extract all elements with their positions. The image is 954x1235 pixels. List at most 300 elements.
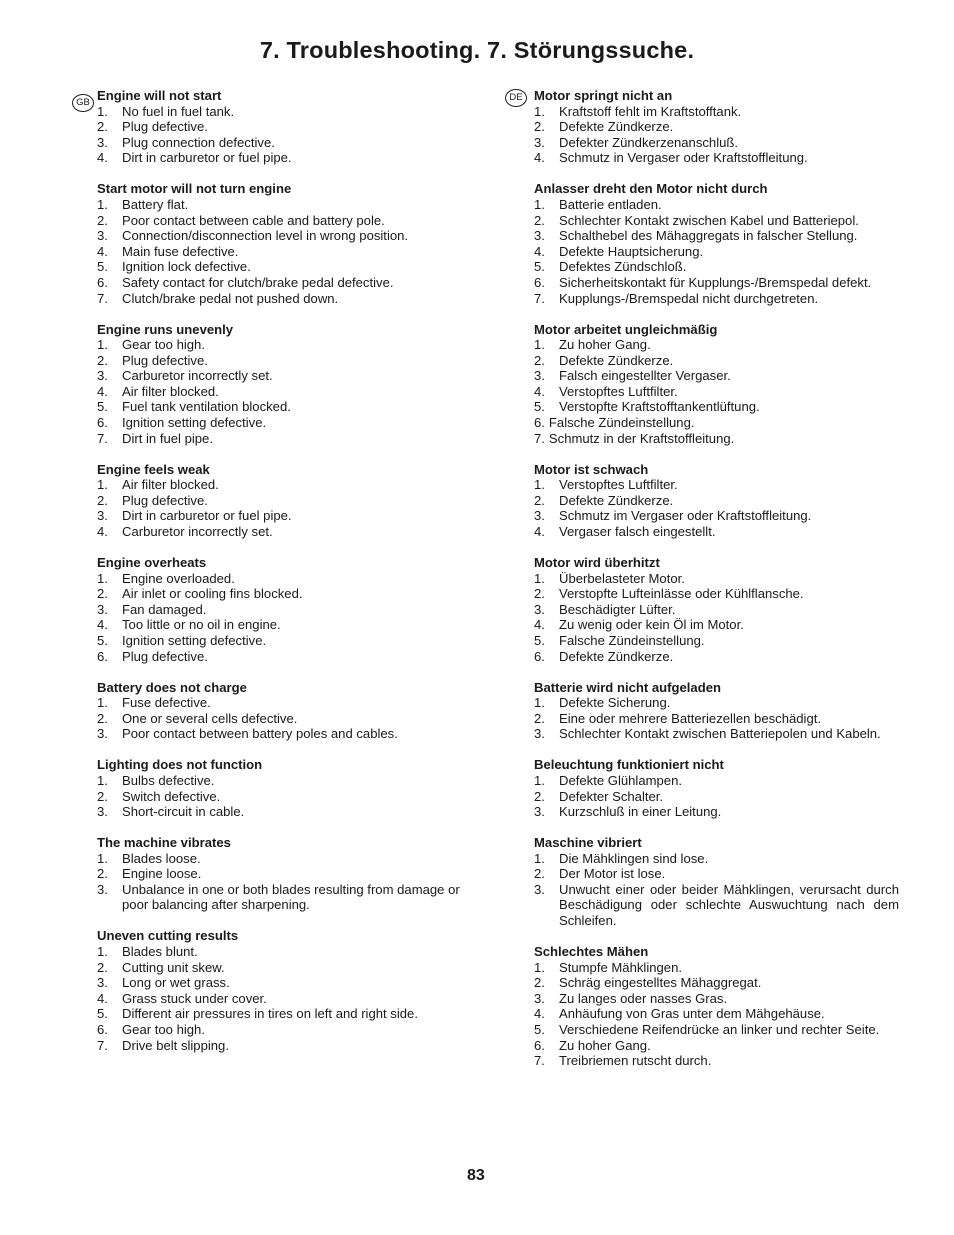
cause-text: Ignition setting defective. <box>122 632 267 648</box>
cause-number: 3. <box>97 726 108 742</box>
cause-list-item <box>97 960 477 976</box>
cause-text: Grass stuck under cover. <box>122 990 267 1006</box>
cause-number: 1. <box>97 944 108 960</box>
cause-list-item <box>534 1022 899 1038</box>
cause-number: 3. <box>534 881 545 897</box>
problem-heading: Engine runs unevenly <box>97 321 234 337</box>
cause-list-item <box>97 508 477 524</box>
cause-number: 6. <box>97 648 108 664</box>
cause-list-item <box>97 399 477 415</box>
cause-text: Defekte Sicherung. <box>559 695 671 711</box>
cause-list-item <box>97 804 477 820</box>
cause-list-item <box>97 773 477 789</box>
cause-list-item <box>534 804 899 820</box>
cause-list-item <box>534 104 899 120</box>
cause-number: 3. <box>97 508 108 524</box>
cause-list-item <box>97 882 477 913</box>
cause-number: 4. <box>534 150 545 166</box>
cause-list-item <box>534 789 899 805</box>
cause-text: Engine loose. <box>122 866 202 882</box>
cause-list-item <box>97 228 477 244</box>
cause-list-item <box>97 493 477 509</box>
cause-number: 2. <box>97 492 108 508</box>
cause-number: 7. <box>534 1053 545 1069</box>
cause-number: 1. <box>97 337 108 353</box>
cause-text: Überbelasteter Motor. <box>559 570 685 586</box>
cause-list-item <box>97 119 477 135</box>
cause-number: 2. <box>97 959 108 975</box>
cause-text: No fuel in fuel tank. <box>122 103 235 119</box>
cause-list-item <box>534 571 899 587</box>
cause-number: 1. <box>97 570 108 586</box>
cause-number: 2. <box>97 212 108 228</box>
cause-list-item <box>534 773 899 789</box>
cause-list-item <box>534 384 899 400</box>
cause-text: Dirt in carburetor or fuel pipe. <box>122 150 292 166</box>
cause-number: 2. <box>97 866 108 882</box>
cause-number: 1. <box>534 103 545 119</box>
cause-number: 2. <box>534 586 545 602</box>
cause-number: 3. <box>97 881 108 897</box>
cause-text: Vergaser falsch eingestellt. <box>559 524 716 540</box>
cause-number: 2. <box>534 710 545 726</box>
cause-text: Poor contact between cable and battery pole. <box>122 212 385 228</box>
cause-text: Die Mähklingen sind lose. <box>559 850 709 866</box>
cause-list-item <box>97 337 477 353</box>
problem-section <box>97 835 477 913</box>
cause-list-item <box>97 259 477 275</box>
cause-text: Batterie entladen. <box>559 196 662 212</box>
cause-text: Long or wet grass. <box>122 975 230 991</box>
cause-text: Dirt in fuel pipe. <box>122 430 213 446</box>
cause-list-item <box>97 851 477 867</box>
cause-list-item <box>97 197 477 213</box>
cause-text: Gear too high. <box>122 337 205 353</box>
problem-section <box>97 322 477 447</box>
cause-number: 6. <box>534 274 545 290</box>
cause-number: 5. <box>97 259 108 275</box>
cause-list-item <box>97 975 477 991</box>
cause-text: Carburetor incorrectly set. <box>122 368 273 384</box>
problem-heading: Batterie wird nicht aufgeladen <box>534 679 721 695</box>
cause-list-item <box>97 586 477 602</box>
cause-list-item <box>534 866 899 882</box>
cause-number: 1. <box>97 695 108 711</box>
cause-number: 1. <box>534 850 545 866</box>
cause-list-item <box>97 415 477 431</box>
cause-list-item <box>97 633 477 649</box>
cause-number: 2. <box>534 788 545 804</box>
cause-text: Beschädigter Lüfter. <box>559 601 676 617</box>
cause-list-item <box>534 135 899 151</box>
cause-text: Zu hoher Gang. <box>559 337 651 353</box>
cause-list-item <box>97 135 477 151</box>
cause-number: 1. <box>534 477 545 493</box>
cause-number: 2. <box>534 212 545 228</box>
cause-list-item <box>97 602 477 618</box>
cause-list-item <box>534 228 899 244</box>
cause-list-item <box>534 524 899 540</box>
cause-list-item <box>534 602 899 618</box>
cause-text: Eine oder mehrere Batteriezellen beschädigt. <box>559 710 822 726</box>
cause-text: Switch defective. <box>122 788 221 804</box>
cause-list-item <box>534 119 899 135</box>
cause-text: Poor contact between battery poles and cables. <box>122 726 398 742</box>
cause-number: 7. <box>97 1037 108 1053</box>
cause-text: Short-circuit in cable. <box>122 804 245 820</box>
cause-number: 5. <box>534 632 545 648</box>
cause-number: 3. <box>97 601 108 617</box>
cause-text: Anhäufung von Gras unter dem Mähgehäuse. <box>559 1006 825 1022</box>
cause-text: Bulbs defective. <box>122 772 215 788</box>
cause-list-item <box>97 150 477 166</box>
problem-section <box>97 181 477 306</box>
cause-text: Falsch eingestellter Vergaser. <box>559 368 731 384</box>
cause-text: Falsche Zündeinstellung. <box>559 632 705 648</box>
cause-text: Main fuse defective. <box>122 243 239 259</box>
cause-list-item <box>97 477 477 493</box>
problem-section <box>97 680 477 742</box>
problem-section <box>534 181 899 306</box>
cause-text: Plug connection defective. <box>122 134 275 150</box>
cause-number: 1. <box>534 570 545 586</box>
cause-list-item <box>534 1006 899 1022</box>
cause-number: 5. <box>97 399 108 415</box>
cause-number: 3. <box>534 804 545 820</box>
cause-number: 4. <box>97 524 108 540</box>
cause-list-item <box>534 415 899 431</box>
problem-section <box>534 835 899 929</box>
cause-number: 1. <box>97 850 108 866</box>
problem-section <box>97 462 477 540</box>
cause-list-item <box>534 633 899 649</box>
cause-text: Defekter Zündkerzenanschluß. <box>559 134 739 150</box>
cause-text: Kupplungs-/Bremspedal nicht durchgetreten. <box>559 290 819 306</box>
cause-text: Defekter Schalter. <box>559 788 664 804</box>
cause-number: 2. <box>534 492 545 508</box>
cause-number: 7. <box>97 290 108 306</box>
cause-number: 1. <box>534 196 545 212</box>
cause-text: Kurzschluß in einer Leitung. <box>559 804 722 820</box>
cause-text: Plug defective. <box>122 119 208 135</box>
cause-text: Plug defective. <box>122 492 208 508</box>
cause-text: Carburetor incorrectly set. <box>122 524 273 540</box>
cause-text: Defekte Zündkerze. <box>559 119 674 135</box>
cause-text: Schlechter Kontakt zwischen Batteriepolen und Kabeln. <box>559 726 881 742</box>
cause-text: Defekte Zündkerze. <box>559 352 674 368</box>
cause-list-item <box>534 493 899 509</box>
cause-list-item <box>534 213 899 229</box>
cause-text: Ignition lock defective. <box>122 259 251 275</box>
cause-text: Ignition setting defective. <box>122 415 267 431</box>
cause-list-item <box>534 197 899 213</box>
cause-text: Schmutz in der Kraftstoffleitung. <box>548 430 735 446</box>
cause-number: 4. <box>534 243 545 259</box>
page-title: 7. Troubleshooting. 7. Störungssuche. <box>259 37 695 63</box>
cause-list-item <box>534 353 899 369</box>
cause-text: Fan damaged. <box>122 601 207 617</box>
cause-number: 7. <box>534 290 545 306</box>
problem-heading: Uneven cutting results <box>97 928 239 944</box>
cause-text: Schalthebel des Mähaggregats in falscher Stellung. <box>559 228 858 244</box>
cause-number: 1. <box>534 337 545 353</box>
problem-section <box>534 322 899 447</box>
cause-number: 4. <box>97 383 108 399</box>
cause-list-item <box>97 1006 477 1022</box>
cause-number: 4. <box>97 150 108 166</box>
problem-section <box>97 88 477 166</box>
cause-text: Schmutz im Vergaser oder Kraftstoffleitung. <box>559 508 812 524</box>
cause-list-item <box>534 508 899 524</box>
cause-number: 1. <box>534 695 545 711</box>
cause-number: 1. <box>534 959 545 975</box>
cause-number: 2. <box>97 710 108 726</box>
cause-list-item <box>97 524 477 540</box>
cause-text: Defekte Zündkerze. <box>559 648 674 664</box>
cause-number: 3. <box>97 975 108 991</box>
cause-number: 2. <box>97 119 108 135</box>
cause-list-item <box>97 431 477 447</box>
cause-number: 7. <box>534 430 545 446</box>
cause-text: Verstopfte Kraftstofftankentlüftung. <box>559 399 760 415</box>
cause-list-item <box>97 104 477 120</box>
problem-heading: Schlechtes Mähen <box>534 944 649 960</box>
cause-text: Verstopftes Luftfilter. <box>559 477 678 493</box>
cause-number: 1. <box>534 772 545 788</box>
cause-text: Connection/disconnection level in wrong position. <box>122 228 409 244</box>
cause-list-item <box>534 399 899 415</box>
cause-list-item <box>534 991 899 1007</box>
cause-text: Kraftstoff fehlt im Kraftstofftank. <box>559 103 742 119</box>
cause-text: Defektes Zündschloß. <box>559 259 687 275</box>
cause-text: Blades blunt. <box>122 944 198 960</box>
cause-list-item <box>97 711 477 727</box>
cause-text: Safety contact for clutch/brake pedal defective. <box>122 274 394 290</box>
cause-number: 1. <box>97 477 108 493</box>
cause-list-item <box>97 1038 477 1054</box>
cause-number: 6. <box>534 648 545 664</box>
cause-text: Schlechter Kontakt zwischen Kabel und Batteriepol. <box>559 212 859 228</box>
problem-heading: Anlasser dreht den Motor nicht durch <box>534 181 768 197</box>
cause-text: Verstopfte Lufteinlässe oder Kühlflansche. <box>559 586 804 602</box>
cause-text: Engine overloaded. <box>122 570 235 586</box>
cause-list-item <box>97 213 477 229</box>
cause-number: 7. <box>97 430 108 446</box>
cause-text: Defekte Zündkerze. <box>559 492 674 508</box>
cause-text: Verstopftes Luftfilter. <box>559 383 678 399</box>
cause-list-item <box>97 1022 477 1038</box>
cause-list-item <box>97 291 477 307</box>
cause-number: 4. <box>534 524 545 540</box>
cause-text: Defekte Glühlampen. <box>559 772 683 788</box>
language-badge-de: DE <box>505 89 527 107</box>
cause-text: Plug defective. <box>122 352 208 368</box>
cause-list-item <box>534 477 899 493</box>
language-badge-gb: GB <box>72 94 94 112</box>
problem-heading: Motor wird überhitzt <box>534 555 660 570</box>
cause-list-item <box>97 789 477 805</box>
problem-heading: Motor arbeitet ungleichmäßig <box>534 321 718 337</box>
cause-number: 3. <box>97 134 108 150</box>
cause-text: Zu langes oder nasses Gras. <box>559 990 728 1006</box>
cause-number: 6. <box>97 415 108 431</box>
problem-heading: Motor ist schwach <box>534 461 649 477</box>
cause-list-item <box>97 649 477 665</box>
cause-list-item <box>534 431 899 447</box>
problem-section <box>534 88 899 166</box>
cause-list-item <box>97 944 477 960</box>
cause-number: 5. <box>97 1006 108 1022</box>
cause-number: 3. <box>534 601 545 617</box>
cause-number: 2. <box>534 975 545 991</box>
cause-list-item <box>97 617 477 633</box>
problem-section <box>97 757 477 819</box>
cause-number: 5. <box>97 632 108 648</box>
cause-number: 1. <box>97 196 108 212</box>
cause-number: 2. <box>97 586 108 602</box>
problem-heading: Battery does not charge <box>97 679 247 695</box>
cause-text: Treibriemen rutscht durch. <box>559 1053 712 1069</box>
cause-number: 6. <box>534 1037 545 1053</box>
cause-number: 2. <box>97 788 108 804</box>
cause-text: Air inlet or cooling fins blocked. <box>122 586 303 602</box>
cause-text: Blades loose. <box>122 850 201 866</box>
cause-number: 3. <box>534 228 545 244</box>
cause-number: 1. <box>97 772 108 788</box>
cause-list-item <box>97 353 477 369</box>
cause-number: 1. <box>97 103 108 119</box>
cause-list-item <box>534 617 899 633</box>
cause-list-item <box>97 244 477 260</box>
cause-text: Different air pressures in tires on left and right side. <box>122 1006 418 1022</box>
cause-text: Battery flat. <box>122 196 189 212</box>
cause-list-item <box>534 711 899 727</box>
cause-list-item <box>534 368 899 384</box>
cause-list-item <box>97 726 477 742</box>
problem-heading: Engine overheats <box>97 555 207 570</box>
cause-text: Dirt in carburetor or fuel pipe. <box>122 508 292 524</box>
cause-number: 6. <box>97 274 108 290</box>
problem-section <box>534 462 899 540</box>
cause-number: 2. <box>534 119 545 135</box>
cause-number: 3. <box>534 990 545 1006</box>
cause-list-item <box>97 384 477 400</box>
cause-number: 4. <box>534 1006 545 1022</box>
cause-number: 2. <box>534 866 545 882</box>
cause-list-item <box>534 726 899 742</box>
problem-heading: Beleuchtung funktioniert nicht <box>534 757 724 773</box>
cause-text: Clutch/brake pedal not pushed down. <box>122 290 339 306</box>
cause-list-item <box>534 851 899 867</box>
problem-section <box>97 555 477 664</box>
cause-list-item <box>534 244 899 260</box>
cause-text: Too little or no oil in engine. <box>122 617 281 633</box>
cause-number: 5. <box>534 259 545 275</box>
problem-section <box>534 555 899 664</box>
cause-list-item <box>534 586 899 602</box>
cause-number: 3. <box>534 726 545 742</box>
problem-section <box>534 757 899 819</box>
cause-text: Sicherheitskontakt für Kupplungs-/Bremspedal defekt. <box>559 274 872 290</box>
cause-list-item <box>534 150 899 166</box>
problem-heading: The machine vibrates <box>97 835 231 851</box>
problem-section <box>97 928 477 1053</box>
cause-text: Gear too high. <box>122 1022 205 1037</box>
cause-number: 3. <box>97 804 108 820</box>
problem-heading: Lighting does not function <box>97 757 263 773</box>
cause-number: 2. <box>534 352 545 368</box>
cause-number: 3. <box>534 508 545 524</box>
cause-number: 4. <box>534 617 545 633</box>
problem-section <box>534 944 899 1069</box>
cause-text: Schräg eingestelltes Mähaggregat. <box>559 975 762 991</box>
troubleshooting-column-english <box>97 88 477 1069</box>
cause-list-item <box>534 259 899 275</box>
cause-text: Defekte Hauptsicherung. <box>559 243 704 259</box>
cause-text: Zu hoher Gang. <box>559 1037 651 1053</box>
problem-heading: Start motor will not turn engine <box>97 181 292 197</box>
cause-text: Stumpfe Mähklingen. <box>559 959 683 975</box>
cause-number: 4. <box>534 383 545 399</box>
cause-text: Air filter blocked. <box>122 477 219 493</box>
cause-number: 3. <box>97 228 108 244</box>
cause-text: Unwucht einer oder beider Mähklingen, verursacht durch Beschädigung oder schlechte Auswuchtung nach dem Schleifen. <box>559 881 899 929</box>
troubleshooting-column-german <box>534 88 899 1084</box>
cause-text: Cutting unit skew. <box>122 959 225 975</box>
cause-text: Plug defective. <box>122 648 208 664</box>
cause-number: 6. <box>97 1022 108 1037</box>
cause-text: Falsche Zündeinstellung. <box>548 415 695 431</box>
cause-number: 3. <box>534 134 545 150</box>
cause-text: Zu wenig oder kein Öl im Motor. <box>559 617 744 633</box>
cause-list-item <box>97 695 477 711</box>
cause-text: Verschiedene Reifendrücke an linker und rechter Seite. <box>559 1022 880 1037</box>
cause-number: 4. <box>97 617 108 633</box>
cause-list-item <box>534 960 899 976</box>
cause-text: Unbalance in one or both blades resulting from damage or poor balancing after sharpening. <box>122 881 460 913</box>
cause-text: Der Motor ist lose. <box>559 866 666 882</box>
cause-text: Drive belt slipping. <box>122 1037 229 1053</box>
cause-text: Fuel tank ventilation blocked. <box>122 399 291 415</box>
cause-list-item <box>534 975 899 991</box>
cause-list-item <box>534 337 899 353</box>
cause-list-item <box>97 991 477 1007</box>
cause-list-item <box>534 275 899 291</box>
problem-heading: Motor springt nicht an <box>534 88 673 103</box>
problem-heading: Maschine vibriert <box>534 835 642 851</box>
cause-number: 3. <box>97 368 108 384</box>
cause-text: One or several cells defective. <box>122 710 298 726</box>
cause-text: Fuse defective. <box>122 695 211 711</box>
cause-number: 2. <box>97 352 108 368</box>
cause-list-item <box>534 649 899 665</box>
cause-text: Schmutz in Vergaser oder Kraftstoffleitung. <box>559 150 808 166</box>
problem-heading: Engine will not start <box>97 88 222 103</box>
cause-text: Air filter blocked. <box>122 383 219 399</box>
cause-list-item <box>97 866 477 882</box>
cause-number: 6. <box>534 415 545 431</box>
cause-number: 5. <box>534 1022 545 1037</box>
page-number: 83 <box>467 1167 485 1184</box>
cause-list-item <box>534 695 899 711</box>
cause-list-item <box>97 368 477 384</box>
cause-list-item <box>534 291 899 307</box>
cause-number: 3. <box>534 368 545 384</box>
cause-list-item <box>97 275 477 291</box>
cause-number: 4. <box>97 990 108 1006</box>
cause-list-item <box>534 1038 899 1054</box>
cause-number: 5. <box>534 399 545 415</box>
